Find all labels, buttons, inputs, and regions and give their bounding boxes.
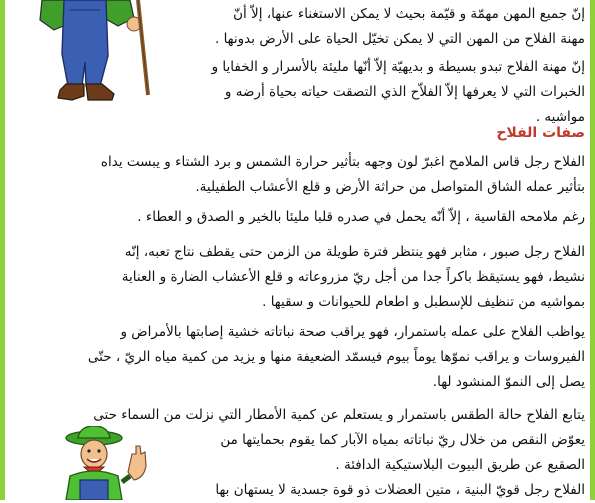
paragraph-5 [10, 320, 585, 395]
intro-paragraph [165, 2, 585, 52]
text-line: إنّ مهنة الفلاح تبدو بسيطة و بديهيّة إلاّ أنّها مليئة بالأسرار و الخفايا و [211, 59, 585, 75]
text-line: يصل إلى النموّ المنشود لها. [432, 374, 585, 390]
text-line: إنّ جميع المهن مهمّة و قيّمة بحيث لا يمكن الاستغناء عنها، إلاّ أنّ [233, 6, 585, 22]
paragraph-7 [155, 478, 585, 503]
farmer-with-pitchfork-icon [30, 0, 160, 112]
text-line: يواظب الفلاح على عمله باستمرار، فهو يراقب صحة نباتاته خشية إصابتها بالأمراض و [120, 324, 585, 340]
paragraph-2 [10, 150, 585, 200]
paragraph-4 [10, 240, 585, 315]
text-line: الفلاح رجل صبور ، مثابر فهو ينتظر فترة طويلة من الزمن حتى يقطف نتاج تعبه، إنّه [124, 244, 585, 260]
section-heading: صفات الفلاح [496, 125, 585, 141]
text-line: رغم ملامحه القاسية ، إلاّ أنّه يحمل في صدره قلبا مليئا بالخير و الصدق و العطاء . [137, 209, 585, 225]
text-line: بتأثير عمله الشاق المتواصل من حراثة الأرض و قلع الأعشاب الطفيلية. [195, 179, 585, 195]
text-line: مواشيه . [535, 109, 585, 125]
text-line: نشيط، فهو يستيقظ باكراً جدا من أجل ريّ مزروعاته و قلع الأعشاب الضارة و العناية [121, 269, 585, 285]
paragraph-3 [10, 205, 585, 230]
text-line: مهنة الفلاح من المهن التي لا يمكن تخيّل الحياة على الأرض بدونها . [214, 31, 585, 47]
paragraph-1 [165, 55, 585, 130]
text-line: الفلاح رجل قويّ البنية ، متين العضلات ذو قوة جسدية لا يستهان بها [215, 482, 585, 498]
text-line: بمواشيه من تنظيف للإسطبل و اطعام للحيوانات و سقيها . [262, 294, 585, 310]
farmer-waving-icon [44, 426, 154, 500]
text-line: الخبرات التي لا يعرفها إلاّ الفلاّح الذي التصقت حياته بحياة أرضه و [224, 84, 585, 100]
text-line: يعوّض النقص من خلال ريّ نباتاته بمياه الآبار كما يقوم بحمايتها من [220, 432, 585, 448]
text-line: يتابع الفلاح حالة الطقس باستمرار و يستعلم عن كمية الأمطار التي نزلت من السماء حتى [93, 407, 585, 423]
text-line: الفلاح رجل قاس الملامح اغبرّ لون وجهه بتأثير حرارة الشمس و برد الشتاء و يبست يداه [100, 154, 585, 170]
text-line: الفيروسات و يراقب نموّها يوماً بيوم فيسمّد الضعيفة منها و يزيد من كمية مياه الريّ ، حتّى [87, 349, 585, 365]
text-line: الصقيع عن طريق البيوت البلاستيكية الدافئة . [335, 457, 585, 473]
